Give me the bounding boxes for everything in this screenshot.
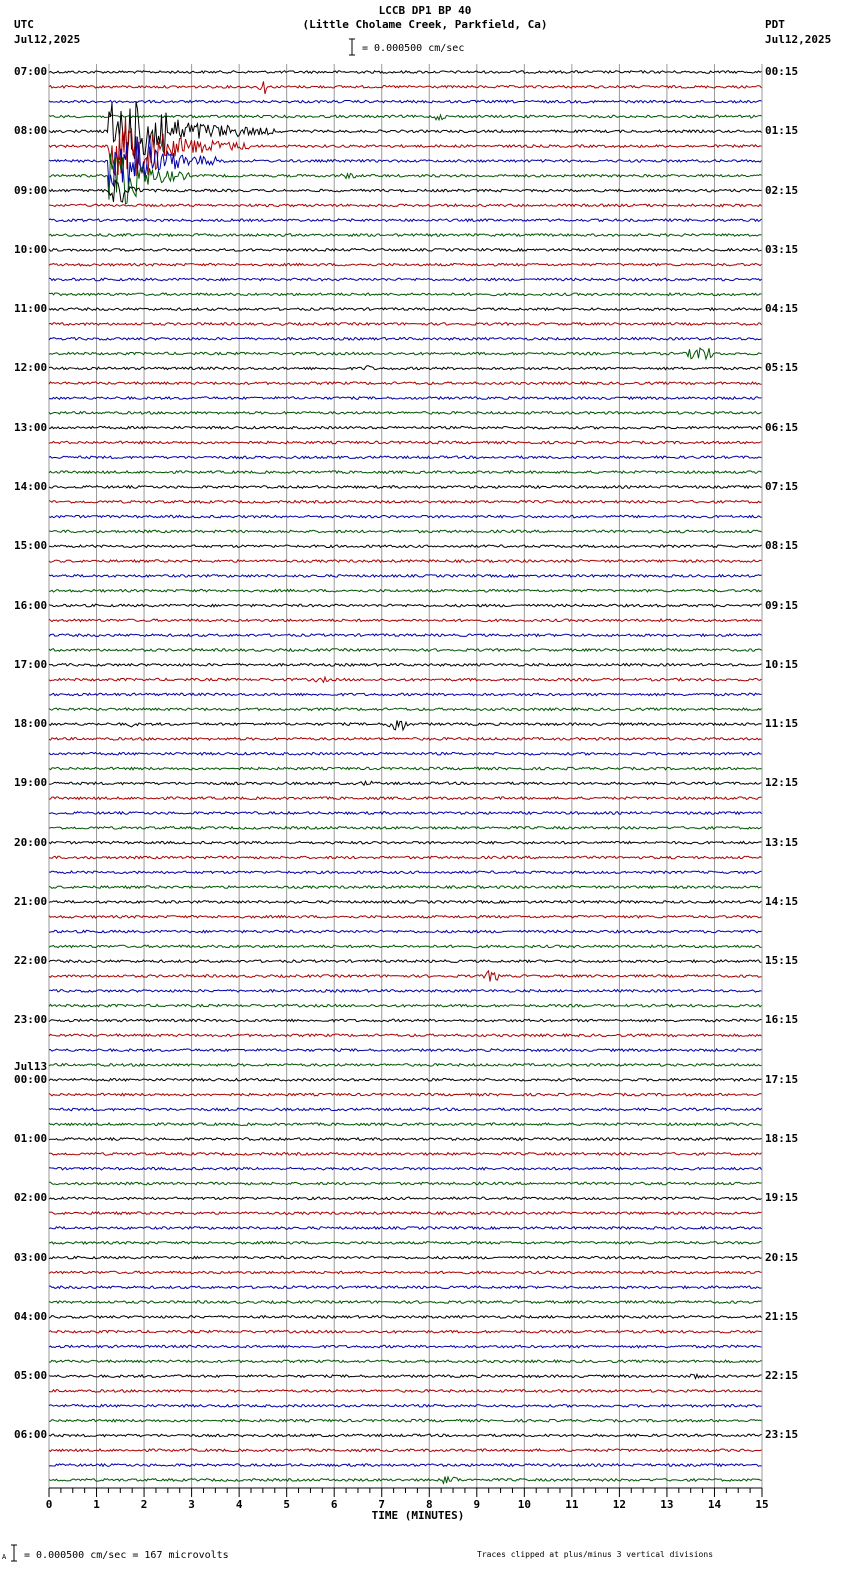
- minute-grid: [49, 64, 762, 1488]
- pdt-hour-label: 07:15: [765, 479, 799, 493]
- trace-62: [49, 990, 762, 993]
- station-location: (Little Cholame Creek, Parkfield, Ca): [302, 18, 548, 31]
- right-date: Jul12,2025: [765, 33, 832, 46]
- utc-hour-label: 23:00: [14, 1013, 48, 1027]
- trace-81: [49, 1271, 762, 1274]
- pdt-hour-label: 13:15: [765, 835, 799, 849]
- pdt-hour-label: 04:15: [765, 302, 799, 316]
- trace-91: [49, 1419, 762, 1422]
- pdt-hour-label: 06:15: [765, 420, 799, 434]
- trace-38: [49, 634, 762, 637]
- x-tick-label: 0: [45, 1498, 53, 1511]
- x-tick-label: 14: [707, 1498, 722, 1511]
- utc-hour-label: 09:00: [14, 183, 48, 197]
- pdt-hour-label: 08:15: [765, 539, 799, 553]
- utc-hour-label: 14:00: [14, 479, 48, 493]
- pdt-hour-label: 20:15: [765, 1250, 799, 1264]
- trace-24: [49, 426, 762, 429]
- trace-94: [49, 1464, 762, 1467]
- x-tick-label: 2: [140, 1498, 148, 1511]
- pdt-hour-label: 19:15: [765, 1191, 799, 1205]
- trace-85: [49, 1330, 762, 1333]
- trace-76: [49, 1197, 762, 1200]
- trace-6: [49, 136, 762, 191]
- x-tick-label: 10: [517, 1498, 531, 1511]
- trace-2: [49, 100, 762, 103]
- utc-hour-label: 05:00: [14, 1369, 48, 1383]
- trace-0: [49, 71, 762, 74]
- trace-48: [49, 781, 762, 785]
- trace-36: [49, 604, 762, 607]
- x-axis-title: TIME (MINUTES): [371, 1509, 465, 1522]
- trace-49: [49, 797, 762, 800]
- pdt-hour-label: 09:15: [765, 598, 799, 612]
- trace-39: [49, 649, 762, 652]
- pdt-hour-label: 00:15: [765, 65, 799, 78]
- scale-label: = 0.000500 cm/sec: [362, 43, 465, 54]
- trace-15: [49, 293, 762, 296]
- utc-hour-label: 06:00: [14, 1428, 48, 1442]
- left-timezone: UTC: [14, 18, 34, 31]
- trace-12: [49, 249, 762, 252]
- trace-69: [49, 1093, 762, 1096]
- trace-41: [49, 677, 762, 682]
- trace-19: [49, 348, 762, 359]
- left-date: Jul12,2025: [14, 33, 81, 46]
- trace-73: [49, 1153, 762, 1156]
- trace-68: [49, 1079, 762, 1082]
- trace-11: [49, 234, 762, 237]
- x-tick-label: 4: [235, 1498, 243, 1511]
- trace-74: [49, 1167, 762, 1170]
- trace-60: [49, 960, 762, 963]
- trace-95: [49, 1477, 762, 1484]
- pdt-hour-label: 12:15: [765, 776, 799, 790]
- trace-53: [49, 856, 762, 859]
- pdt-hour-label: 03:15: [765, 242, 799, 256]
- footer-clip-note: Traces clipped at plus/minus 3 vertical divisions: [477, 1550, 714, 1559]
- trace-45: [49, 738, 762, 741]
- x-tick-label: 8: [425, 1498, 433, 1511]
- utc-hour-label: 17:00: [14, 657, 48, 671]
- trace-46: [49, 752, 762, 755]
- trace-83: [49, 1301, 762, 1304]
- trace-3: [49, 115, 762, 120]
- trace-group: [49, 71, 762, 1484]
- pdt-hour-label: 23:15: [765, 1428, 799, 1442]
- footer-scale-note: = 0.000500 cm/sec = 167 microvolts: [24, 1550, 229, 1561]
- trace-20: [49, 366, 762, 370]
- footer-scale-bar-icon: [10, 1544, 18, 1562]
- trace-42: [49, 693, 762, 696]
- trace-78: [49, 1227, 762, 1230]
- utc-hour-label: 16:00: [14, 598, 48, 612]
- trace-89: [49, 1390, 762, 1393]
- trace-51: [49, 827, 762, 830]
- utc-hour-label: 03:00: [14, 1250, 48, 1264]
- trace-77: [49, 1212, 762, 1215]
- trace-67: [49, 1064, 762, 1067]
- footer-scale-prefix: A: [2, 1553, 7, 1561]
- utc-hour-label: 19:00: [14, 776, 48, 790]
- pdt-hour-label: 17:15: [765, 1072, 799, 1086]
- trace-13: [49, 263, 762, 266]
- trace-56: [49, 901, 762, 904]
- trace-93: [49, 1449, 762, 1452]
- trace-34: [49, 575, 762, 578]
- trace-37: [49, 619, 762, 622]
- trace-10: [49, 219, 762, 222]
- utc-hour-label: 01:00: [14, 1132, 48, 1146]
- pdt-hour-label: 18:15: [765, 1132, 799, 1146]
- trace-28: [49, 486, 762, 489]
- trace-16: [49, 308, 762, 311]
- x-tick-label: 13: [660, 1498, 674, 1511]
- trace-22: [49, 397, 762, 400]
- pdt-hour-label: 05:15: [765, 361, 799, 375]
- trace-82: [49, 1286, 762, 1289]
- trace-25: [49, 441, 762, 444]
- trace-57: [49, 915, 762, 918]
- x-tick-label: 1: [93, 1498, 100, 1511]
- trace-88: [49, 1374, 762, 1378]
- trace-54: [49, 871, 762, 874]
- trace-32: [49, 545, 762, 548]
- utc-hour-label: 07:00: [14, 65, 48, 78]
- utc-hour-label: 12:00: [14, 361, 48, 375]
- trace-47: [49, 767, 762, 770]
- trace-14: [49, 278, 762, 281]
- utc-hour-label: 08:00: [14, 124, 48, 138]
- pdt-hour-label: 10:15: [765, 657, 799, 671]
- trace-86: [49, 1345, 762, 1348]
- x-tick-label: 5: [283, 1498, 290, 1511]
- trace-30: [49, 515, 762, 518]
- trace-66: [49, 1049, 762, 1052]
- utc-hour-label: 18:00: [14, 717, 48, 731]
- trace-8: [49, 181, 762, 202]
- trace-44: [49, 720, 762, 730]
- x-tick-label: 11: [565, 1498, 579, 1511]
- utc-hour-label: 04:00: [14, 1309, 48, 1323]
- trace-58: [49, 930, 762, 933]
- trace-43: [49, 708, 762, 711]
- trace-27: [49, 471, 762, 474]
- trace-63: [49, 1004, 762, 1007]
- pdt-hour-label: 11:15: [765, 717, 799, 731]
- pdt-hour-label: 21:15: [765, 1309, 799, 1323]
- utc-hour-label: 10:00: [14, 242, 48, 256]
- trace-79: [49, 1242, 762, 1245]
- station-title: LCCB DP1 BP 40: [378, 4, 472, 17]
- x-tick-label: 15: [755, 1498, 769, 1511]
- x-tick-label: 3: [188, 1498, 195, 1511]
- trace-72: [49, 1138, 762, 1141]
- pdt-hour-label: 22:15: [765, 1369, 799, 1383]
- trace-61: [49, 971, 762, 982]
- pdt-hour-label: 16:15: [765, 1013, 799, 1027]
- trace-84: [49, 1316, 762, 1319]
- utc-hour-label: 13:00: [14, 420, 48, 434]
- scale-bar-icon: [348, 38, 356, 56]
- trace-35: [49, 589, 762, 592]
- trace-1: [49, 81, 762, 94]
- utc-hour-label: 02:00: [14, 1191, 48, 1205]
- trace-92: [49, 1434, 762, 1437]
- trace-21: [49, 382, 762, 385]
- x-tick-label: 6: [330, 1498, 338, 1511]
- time-axis: [46, 1488, 769, 1511]
- x-tick-label: 7: [378, 1498, 386, 1511]
- date-change-label: Jul13: [14, 1059, 48, 1073]
- trace-31: [49, 530, 762, 533]
- pdt-hour-label: 01:15: [765, 124, 799, 138]
- trace-17: [49, 323, 762, 326]
- utc-hour-label: 21:00: [14, 894, 48, 908]
- x-tick-label: 12: [612, 1498, 627, 1511]
- trace-40: [49, 664, 762, 667]
- utc-hour-label: 00:00: [14, 1072, 48, 1086]
- utc-hour-label: 20:00: [14, 835, 48, 849]
- trace-50: [49, 812, 762, 815]
- utc-hour-label: 15:00: [14, 539, 48, 553]
- trace-80: [49, 1256, 762, 1259]
- pdt-hour-label: 14:15: [765, 894, 799, 908]
- pdt-hour-label: 15:15: [765, 954, 799, 968]
- trace-90: [49, 1405, 762, 1408]
- trace-70: [49, 1108, 762, 1111]
- trace-55: [49, 886, 762, 889]
- trace-87: [49, 1360, 762, 1363]
- utc-hour-label: 22:00: [14, 954, 48, 968]
- trace-59: [49, 945, 762, 948]
- x-tick-label: 9: [473, 1498, 481, 1511]
- trace-18: [49, 338, 762, 341]
- trace-71: [49, 1123, 762, 1126]
- trace-23: [49, 412, 762, 415]
- trace-33: [49, 560, 762, 563]
- trace-26: [49, 456, 762, 459]
- pdt-hour-label: 02:15: [765, 183, 799, 197]
- trace-9: [49, 204, 762, 207]
- trace-75: [49, 1182, 762, 1185]
- trace-52: [49, 841, 762, 844]
- trace-29: [49, 501, 762, 504]
- right-timezone: PDT: [765, 18, 785, 31]
- utc-hour-label: 11:00: [14, 302, 48, 316]
- trace-65: [49, 1034, 762, 1037]
- trace-64: [49, 1019, 762, 1022]
